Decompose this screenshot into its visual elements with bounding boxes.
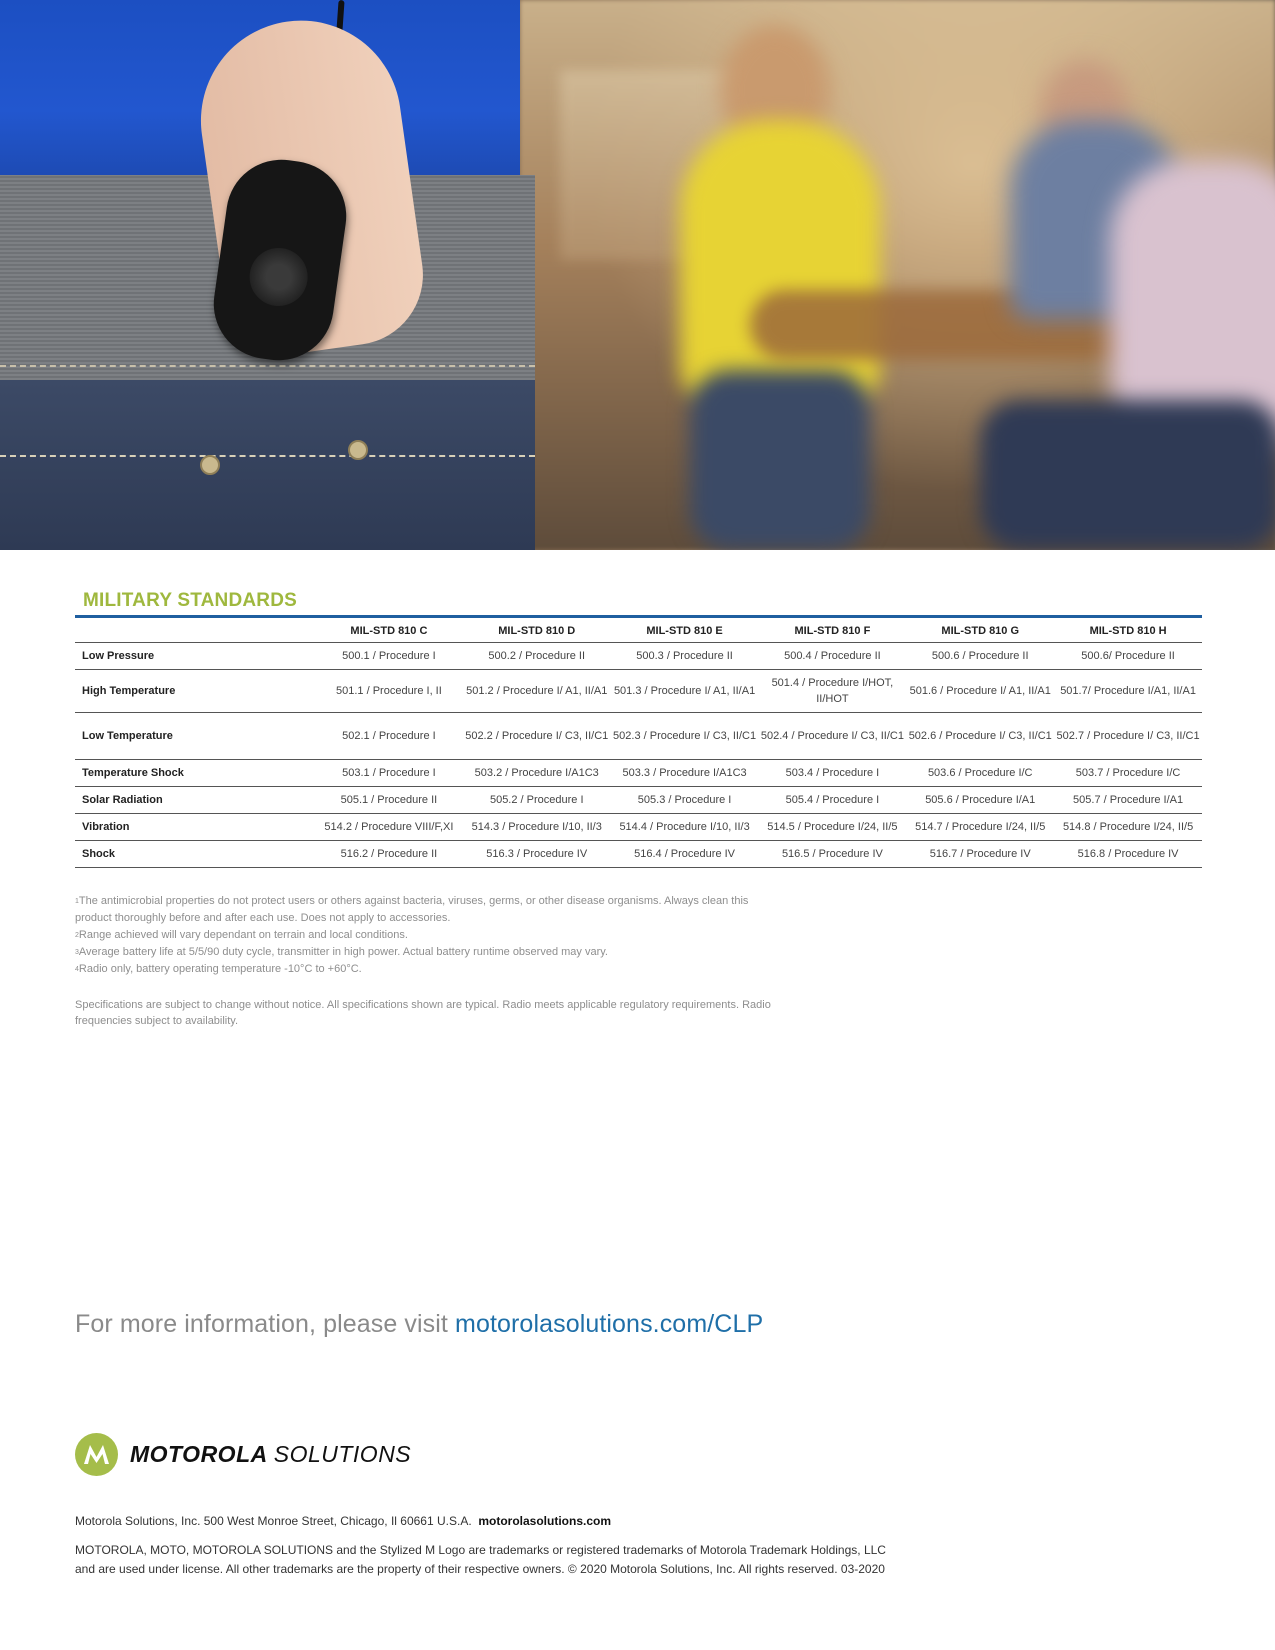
table-cell: 500.6 / Procedure II	[906, 643, 1054, 670]
table-cell: 516.4 / Procedure IV	[611, 841, 759, 868]
table-cell: 505.2 / Procedure I	[463, 787, 611, 814]
row-label: Low Temperature	[75, 713, 315, 760]
row-label: Low Pressure	[75, 643, 315, 670]
table-cell: 505.7 / Procedure I/A1	[1054, 787, 1202, 814]
table-cell: 501.4 / Procedure I/HOT, II/HOT	[758, 670, 906, 713]
table-cell: 516.8 / Procedure IV	[1054, 841, 1202, 868]
footnote-text: Range achieved will vary dependant on terrain and local conditions.	[78, 929, 408, 941]
motorola-solutions-logo	[75, 1432, 411, 1476]
table-cell: 501.2 / Procedure I/ A1, II/A1	[463, 670, 611, 713]
more-info-line	[75, 1310, 763, 1339]
address-text: Motorola Solutions, Inc. 500 West Monroe Street, Chicago, Il 60661 U.S.A.	[75, 1514, 472, 1528]
column-header: MIL-STD 810 F	[758, 620, 906, 643]
footnote	[75, 944, 775, 961]
table-cell: 503.4 / Procedure I	[758, 760, 906, 787]
table-row	[75, 841, 1202, 868]
motorola-m-emblem-icon	[75, 1433, 118, 1476]
footnote-text: Radio only, battery operating temperature -10°C to +60°C.	[78, 963, 362, 975]
table-row	[75, 760, 1202, 787]
footnote	[75, 893, 775, 927]
table-cell: 516.5 / Procedure IV	[758, 841, 906, 868]
table-cell: 503.7 / Procedure I/C	[1054, 760, 1202, 787]
table-cell: 516.2 / Procedure II	[315, 841, 463, 868]
more-info-prefix: For more information, please visit	[75, 1310, 456, 1338]
table-cell: 503.1 / Procedure I	[315, 760, 463, 787]
column-header	[75, 620, 315, 643]
column-header: MIL-STD 810 C	[315, 620, 463, 643]
table-row	[75, 643, 1202, 670]
footnote-text: Average battery life at 5/5/90 duty cycle, transmitter in high power. Actual battery runtime observed may vary.	[78, 946, 608, 958]
legal-notice: MOTOROLA, MOTO, MOTOROLA SOLUTIONS and the Stylized M Logo are trademarks or registered trademarks of Motorola Trademark Holdings, LLC and are used under license. All other trademarks are the property of their respective owners. © 2020 Motorola Solutions, Inc. All rights reserved. 03-2020	[75, 1543, 886, 1576]
logo-word-motorola: MOTOROLA	[130, 1440, 268, 1467]
specs-note: Specifications are subject to change without notice. All specifications shown are typical. Radio meets applicable regulatory requirements. Radio frequencies subject to availability.	[75, 999, 771, 1027]
more-info-link[interactable]: motorolasolutions.com/CLP	[455, 1310, 764, 1338]
table-cell: 505.1 / Procedure II	[315, 787, 463, 814]
table-cell: 514.7 / Procedure I/24, II/5	[906, 814, 1054, 841]
table-cell: 500.4 / Procedure II	[758, 643, 906, 670]
table-cell: 501.6 / Procedure I/ A1, II/A1	[906, 670, 1054, 713]
column-header: MIL-STD 810 E	[611, 620, 759, 643]
table-cell: 503.3 / Procedure I/A1C3	[611, 760, 759, 787]
table-row	[75, 713, 1202, 760]
footnote-text: The antimicrobial properties do not protect users or others against bacteria, viruses, germs, or other disease organisms. Always clean this product thoroughly before and after each use. Does not apply to accessories.	[75, 895, 749, 924]
website-link[interactable]: motorolasolutions.com	[478, 1514, 612, 1528]
row-label: High Temperature	[75, 670, 315, 713]
footnote	[75, 961, 775, 978]
hero-photo	[0, 0, 1275, 550]
footnote	[75, 927, 775, 944]
row-label: Vibration	[75, 814, 315, 841]
table-row	[75, 814, 1202, 841]
table-cell: 502.3 / Procedure I/ C3, II/C1	[611, 713, 759, 760]
table-cell: 500.1 / Procedure I	[315, 643, 463, 670]
table-cell: 514.3 / Procedure I/10, II/3	[463, 814, 611, 841]
section-title: MILITARY STANDARDS	[83, 590, 298, 611]
table-cell: 505.3 / Procedure I	[611, 787, 759, 814]
row-label: Shock	[75, 841, 315, 868]
footnotes	[75, 893, 775, 978]
table-cell: 503.6 / Procedure I/C	[906, 760, 1054, 787]
table-cell: 502.6 / Procedure I/ C3, II/C1	[906, 713, 1054, 760]
table-cell: 501.3 / Procedure I/ A1, II/A1	[611, 670, 759, 713]
company-address	[75, 1514, 611, 1528]
footnote-mark: 4	[75, 966, 79, 973]
column-header: MIL-STD 810 H	[1054, 620, 1202, 643]
military-standards-table	[75, 620, 1202, 868]
table-cell: 514.2 / Procedure VIII/F,XI	[315, 814, 463, 841]
table-cell: 514.8 / Procedure I/24, II/5	[1054, 814, 1202, 841]
table-row	[75, 670, 1202, 713]
table-cell: 500.2 / Procedure II	[463, 643, 611, 670]
logo-word-solutions: SOLUTIONS	[273, 1440, 412, 1467]
table-cell: 516.7 / Procedure IV	[906, 841, 1054, 868]
table-cell: 516.3 / Procedure IV	[463, 841, 611, 868]
table-cell: 502.1 / Procedure I	[315, 713, 463, 760]
table-cell: 502.4 / Procedure I/ C3, II/C1	[758, 713, 906, 760]
table-cell: 503.2 / Procedure I/A1C3	[463, 760, 611, 787]
table-cell: 502.2 / Procedure I/ C3, II/C1	[463, 713, 611, 760]
title-rule	[75, 615, 1202, 618]
row-label: Solar Radiation	[75, 787, 315, 814]
row-label: Temperature Shock	[75, 760, 315, 787]
table-cell: 505.6 / Procedure I/A1	[906, 787, 1054, 814]
table-cell: 514.4 / Procedure I/10, II/3	[611, 814, 759, 841]
table-cell: 500.3 / Procedure II	[611, 643, 759, 670]
table-header-row	[75, 620, 1202, 643]
table-cell: 501.1 / Procedure I, II	[315, 670, 463, 713]
table-cell: 500.6/ Procedure II	[1054, 643, 1202, 670]
table-row	[75, 787, 1202, 814]
footnote-mark: 1	[75, 898, 79, 905]
table-cell: 514.5 / Procedure I/24, II/5	[758, 814, 906, 841]
footnote-mark: 2	[75, 932, 79, 939]
footnote-mark: 3	[75, 949, 79, 956]
column-header: MIL-STD 810 G	[906, 620, 1054, 643]
table-cell: 502.7 / Procedure I/ C3, II/C1	[1054, 713, 1202, 760]
column-header: MIL-STD 810 D	[463, 620, 611, 643]
table-cell: 501.7/ Procedure I/A1, II/A1	[1054, 670, 1202, 713]
table-cell: 505.4 / Procedure I	[758, 787, 906, 814]
